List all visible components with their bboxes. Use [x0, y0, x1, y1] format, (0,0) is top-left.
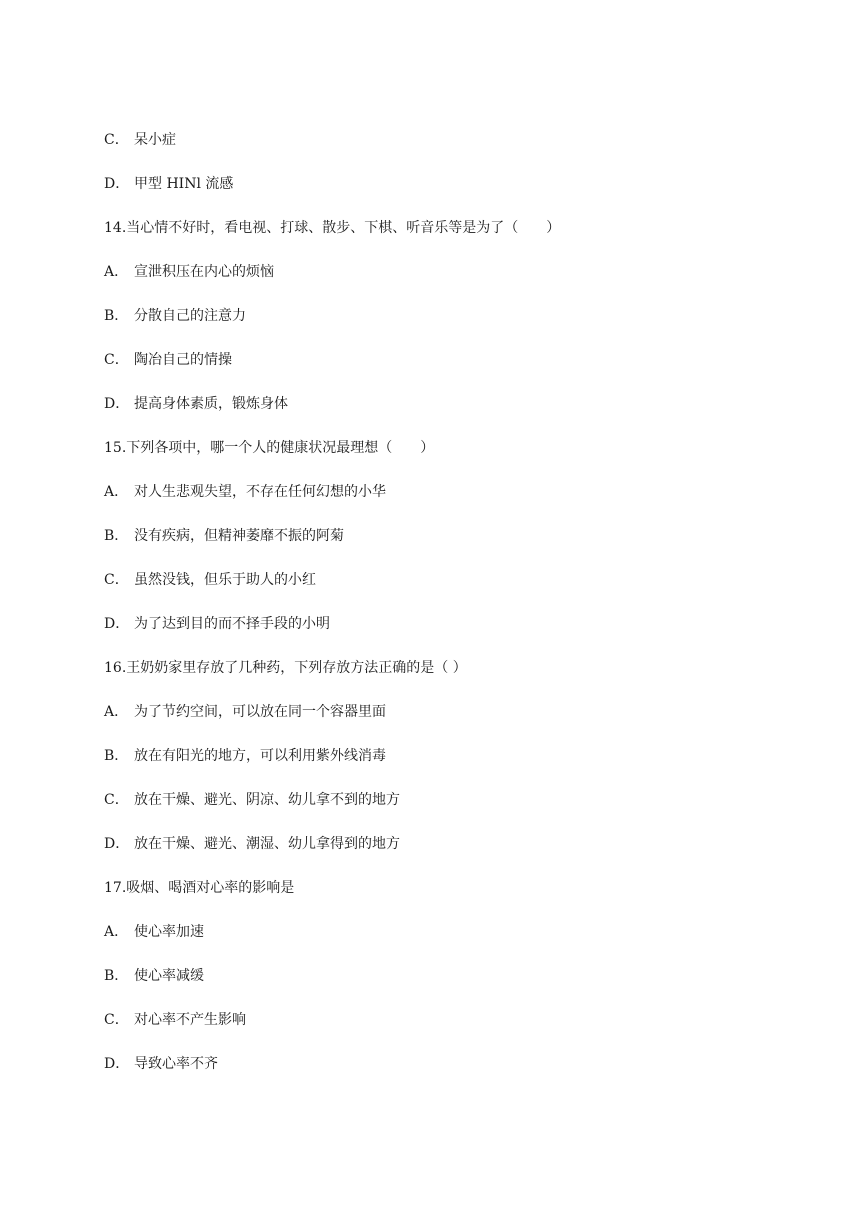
option-text: 使心率加速	[134, 924, 204, 940]
answer-option	[104, 744, 804, 788]
option-letter: C．	[104, 572, 129, 588]
option-letter: B．	[104, 528, 129, 544]
option-text: 导致心率不齐	[134, 1056, 218, 1072]
option-letter: A．	[104, 484, 129, 500]
answer-option	[104, 524, 804, 568]
option-letter: D．	[104, 836, 130, 852]
option-text: 为了节约空间，可以放在同一个容器里面	[134, 704, 386, 720]
option-letter: A．	[104, 704, 129, 720]
option-text: 虽然没钱，但乐于助人的小红	[134, 572, 316, 588]
answer-option	[104, 260, 804, 304]
answer-option	[104, 1052, 804, 1096]
answer-option	[104, 128, 804, 172]
option-letter: A．	[104, 264, 129, 280]
answer-option	[104, 568, 804, 612]
option-letter: C．	[104, 352, 129, 368]
answer-option	[104, 392, 804, 436]
question-list	[104, 128, 804, 1096]
option-letter: C．	[104, 1012, 129, 1028]
answer-option	[104, 480, 804, 524]
answer-option	[104, 612, 804, 656]
option-text: 分散自己的注意力	[134, 308, 246, 324]
option-text: 放在有阳光的地方，可以利用紫外线消毒	[134, 748, 386, 764]
option-letter: D．	[104, 616, 130, 632]
answer-option	[104, 920, 804, 964]
option-letter: C．	[104, 132, 129, 148]
option-text: 呆小症	[134, 132, 176, 148]
question-text: 15.下列各项中，哪一个人的健康状况最理想（ ）	[104, 440, 435, 456]
option-letter: D．	[104, 176, 130, 192]
option-letter: B．	[104, 748, 129, 764]
question-text: 16.王奶奶家里存放了几种药，下列存放方法正确的是（ ）	[104, 660, 467, 676]
answer-option	[104, 700, 804, 744]
answer-option	[104, 304, 804, 348]
option-text: 没有疾病，但精神萎靡不振的阿菊	[134, 528, 344, 544]
option-text: 宣泄积压在内心的烦恼	[134, 264, 274, 280]
option-text: 提高身体素质，锻炼身体	[134, 396, 288, 412]
option-letter: A．	[104, 924, 129, 940]
option-letter: D．	[104, 396, 130, 412]
question-text: 17.吸烟、喝酒对心率的影响是	[104, 880, 295, 896]
option-letter: B．	[104, 968, 129, 984]
answer-option	[104, 348, 804, 392]
answer-option	[104, 1008, 804, 1052]
option-letter: B．	[104, 308, 129, 324]
answer-option	[104, 172, 804, 216]
option-text: 甲型 HINl 流感	[134, 176, 234, 192]
option-text: 为了达到目的而不择手段的小明	[134, 616, 330, 632]
option-text: 放在干燥、避光、阴凉、幼儿拿不到的地方	[134, 792, 400, 808]
option-text: 对心率不产生影响	[134, 1012, 246, 1028]
option-letter: C．	[104, 792, 129, 808]
answer-option	[104, 788, 804, 832]
option-text: 使心率减缓	[134, 968, 204, 984]
option-letter: D．	[104, 1056, 130, 1072]
option-text: 放在干燥、避光、潮湿、幼儿拿得到的地方	[134, 836, 400, 852]
option-text: 对人生悲观失望，不存在任何幻想的小华	[134, 484, 386, 500]
answer-option	[104, 964, 804, 1008]
answer-option	[104, 832, 804, 876]
question-text: 14.当心情不好时，看电视、打球、散步、下棋、听音乐等是为了（ ）	[104, 220, 561, 236]
option-text: 陶冶自己的情操	[134, 352, 232, 368]
